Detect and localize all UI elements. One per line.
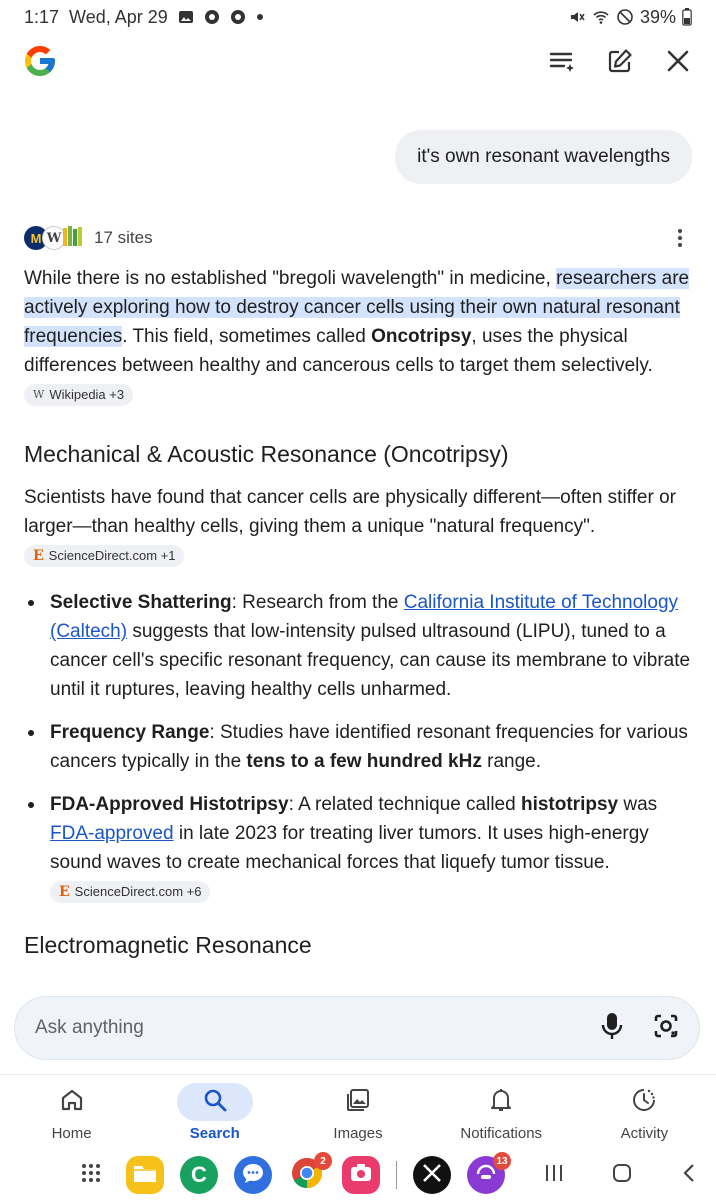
bullet-text: suggests that low-intensity pulsed ultrasound (LIPU), tuned to a cancer cell's specific resonant frequency, can cause its membrane to vibrate until it ruptures, leaving healthy cells unharmed.: [50, 621, 691, 700]
ai-answer: [24, 264, 692, 974]
chip-label: Wikipedia +3: [49, 386, 125, 402]
camera-app-button[interactable]: [342, 1156, 380, 1194]
nav-label: Activity: [620, 1125, 669, 1142]
section-heading-mechanical: Mechanical & Acoustic Resonance (Oncotripsy): [24, 441, 509, 467]
nav-label: Home: [51, 1125, 92, 1142]
close-icon: [666, 49, 690, 78]
wikipedia-chip-icon: W: [33, 387, 45, 401]
images-icon: [345, 1087, 371, 1118]
chrome-notification-icon-2: [230, 9, 246, 25]
more-vert-icon: [678, 229, 682, 233]
battery-level: 39%: [639, 6, 676, 27]
app-drawer-button[interactable]: [72, 1156, 110, 1194]
bell-icon: [489, 1087, 513, 1118]
mic-icon[interactable]: [601, 1012, 623, 1045]
edit-icon: [606, 47, 634, 80]
app-header: [0, 34, 716, 92]
intro-text-mid: . This field, sometimes called: [122, 326, 372, 347]
status-date: Wed, Apr 29: [69, 6, 168, 27]
sciencedirect-source-chip[interactable]: [50, 881, 210, 903]
more-notifications-dot-icon: [256, 13, 264, 21]
mute-icon: [568, 8, 586, 26]
activity-icon: [631, 1087, 657, 1118]
phone-c-icon: C: [191, 1162, 207, 1187]
folder-icon: [133, 1163, 157, 1188]
nav-activity[interactable]: [573, 1075, 716, 1150]
filter-sparkle-icon: [547, 46, 577, 81]
x-logo-icon: [422, 1163, 442, 1188]
fda-approved-link[interactable]: FDA-approved: [50, 823, 174, 844]
nav-label: Search: [189, 1125, 240, 1142]
bullet-term: Selective Shattering: [50, 592, 232, 613]
google-logo[interactable]: [22, 43, 58, 84]
camera-icon: [349, 1163, 373, 1188]
nav-label: Notifications: [460, 1125, 543, 1142]
chrome-app-button[interactable]: [288, 1156, 326, 1194]
nav-search[interactable]: [143, 1075, 286, 1150]
back-chevron-icon: [679, 1162, 701, 1189]
nav-home[interactable]: [0, 1075, 143, 1150]
intro-bold-term: Oncotripsy: [371, 326, 472, 347]
ask-input[interactable]: [35, 1017, 601, 1039]
gallery-notification-icon: [178, 9, 194, 25]
chrome-notification-icon: [204, 9, 220, 25]
chip-label: ScienceDirect.com +1: [48, 547, 176, 563]
source-logos: [24, 224, 84, 253]
bullet-term: FDA-Approved Histotripsy: [50, 794, 289, 815]
nav-label: Images: [333, 1125, 383, 1142]
status-time: 1:17: [24, 6, 60, 27]
lens-icon[interactable]: [653, 1013, 679, 1044]
user-message-bubble: it's own resonant wavelengths: [395, 130, 692, 184]
sources-count: 17 sites: [94, 228, 153, 247]
nav-images-icon-wrap: [320, 1083, 396, 1121]
recents-icon: [543, 1162, 565, 1189]
home-system-button[interactable]: [603, 1156, 641, 1194]
caltech-link[interactable]: California Institute of Technology (Caltech): [50, 592, 679, 642]
bullet-bold: histotripsy: [520, 794, 619, 815]
bullet-term: Frequency Range: [50, 722, 210, 743]
search-icon: [202, 1087, 228, 1118]
sciencedirect-chip-icon: E: [59, 883, 70, 900]
section1-paragraph: [24, 483, 692, 570]
bars-logo-icon: [62, 224, 84, 253]
wikipedia-source-chip[interactable]: [24, 384, 133, 406]
ask-actions: [601, 1012, 679, 1045]
phone-app-button[interactable]: [180, 1156, 218, 1194]
close-button[interactable]: [662, 47, 694, 79]
michigan-logo-icon: M: [24, 226, 48, 250]
chrome-badge: 2: [314, 1152, 332, 1170]
battery-icon: [682, 8, 692, 26]
list-item: [24, 718, 692, 776]
bullet-text: range.: [481, 751, 541, 772]
intro-text-post: , uses the physical differences between healthy and cancerous cells to target them selectively.: [24, 326, 653, 376]
nav-search-icon-wrap: [177, 1083, 253, 1121]
recents-button[interactable]: [535, 1156, 573, 1194]
wifi-icon: [592, 8, 610, 26]
section1-text: Scientists have found that cancer cells are physically different—often stiffer or larger—than healthy cells, giving them a unique "natural frequency".: [24, 487, 676, 537]
bullet-text: : Research from the: [231, 592, 404, 613]
podcast-app-button[interactable]: [467, 1155, 508, 1194]
sources-row[interactable]: [24, 222, 692, 254]
messages-app-button[interactable]: [234, 1156, 272, 1194]
chat-bubble-icon: [241, 1162, 265, 1189]
intro-highlight[interactable]: researchers are actively exploring how to destroy cancer cells using their own natural resonant frequencies: [24, 268, 690, 347]
bullet-text: : A related technique called: [288, 794, 521, 815]
nav-notifications-icon-wrap: [463, 1083, 539, 1121]
intro-text-pre: While there is no established "bregoli wavelength" in medicine,: [24, 268, 557, 289]
grid-dots-icon: [80, 1162, 102, 1189]
status-left: [24, 7, 264, 28]
bullet-text: was: [618, 794, 658, 815]
more-vert-icon-dot: [678, 236, 682, 240]
bottom-nav: [0, 1074, 716, 1150]
podcast-badge: 13: [493, 1152, 511, 1170]
answer-intro: [24, 264, 692, 409]
sciencedirect-chip-icon: E: [33, 547, 44, 564]
more-vert-icon-dot-2: [678, 243, 682, 247]
wikipedia-logo-icon: W: [42, 226, 66, 250]
do-not-disturb-icon: [616, 8, 634, 26]
filter-sparkle-button[interactable]: [546, 47, 578, 79]
nav-notifications[interactable]: [430, 1075, 573, 1150]
files-app-button[interactable]: [126, 1156, 164, 1194]
x-app-button[interactable]: [413, 1156, 451, 1194]
home-square-icon: [611, 1162, 633, 1189]
ask-box[interactable]: [14, 996, 700, 1060]
nav-activity-icon-wrap: [606, 1083, 682, 1121]
list-item: [24, 790, 692, 906]
sciencedirect-source-chip[interactable]: [24, 545, 184, 567]
chip-label: ScienceDirect.com +6: [74, 883, 202, 899]
bullet-list: [24, 588, 692, 906]
nav-home-icon-wrap: [34, 1083, 110, 1121]
new-chat-button[interactable]: [604, 47, 636, 79]
bullet-bold: tens to a few hundred kHz: [246, 751, 482, 772]
home-icon: [59, 1087, 85, 1118]
system-taskbar: [0, 1150, 716, 1200]
list-item: [24, 588, 692, 704]
status-right: [568, 7, 692, 28]
header-actions: [546, 47, 694, 79]
bullet-text: in late 2023 for treating liver tumors. It uses high-energy sound waves to create mechanical forces that liquefy tumor tissue.: [50, 823, 649, 873]
more-options-button[interactable]: [668, 222, 692, 254]
status-bar: [0, 0, 716, 34]
bullet-text: : Studies have identified resonant frequencies for various cancers typically in the: [50, 722, 688, 772]
section-heading-electromagnetic: Electromagnetic Resonance: [24, 932, 312, 958]
back-button[interactable]: [671, 1156, 709, 1194]
nav-images[interactable]: [286, 1075, 429, 1150]
taskbar-divider: [396, 1161, 397, 1189]
